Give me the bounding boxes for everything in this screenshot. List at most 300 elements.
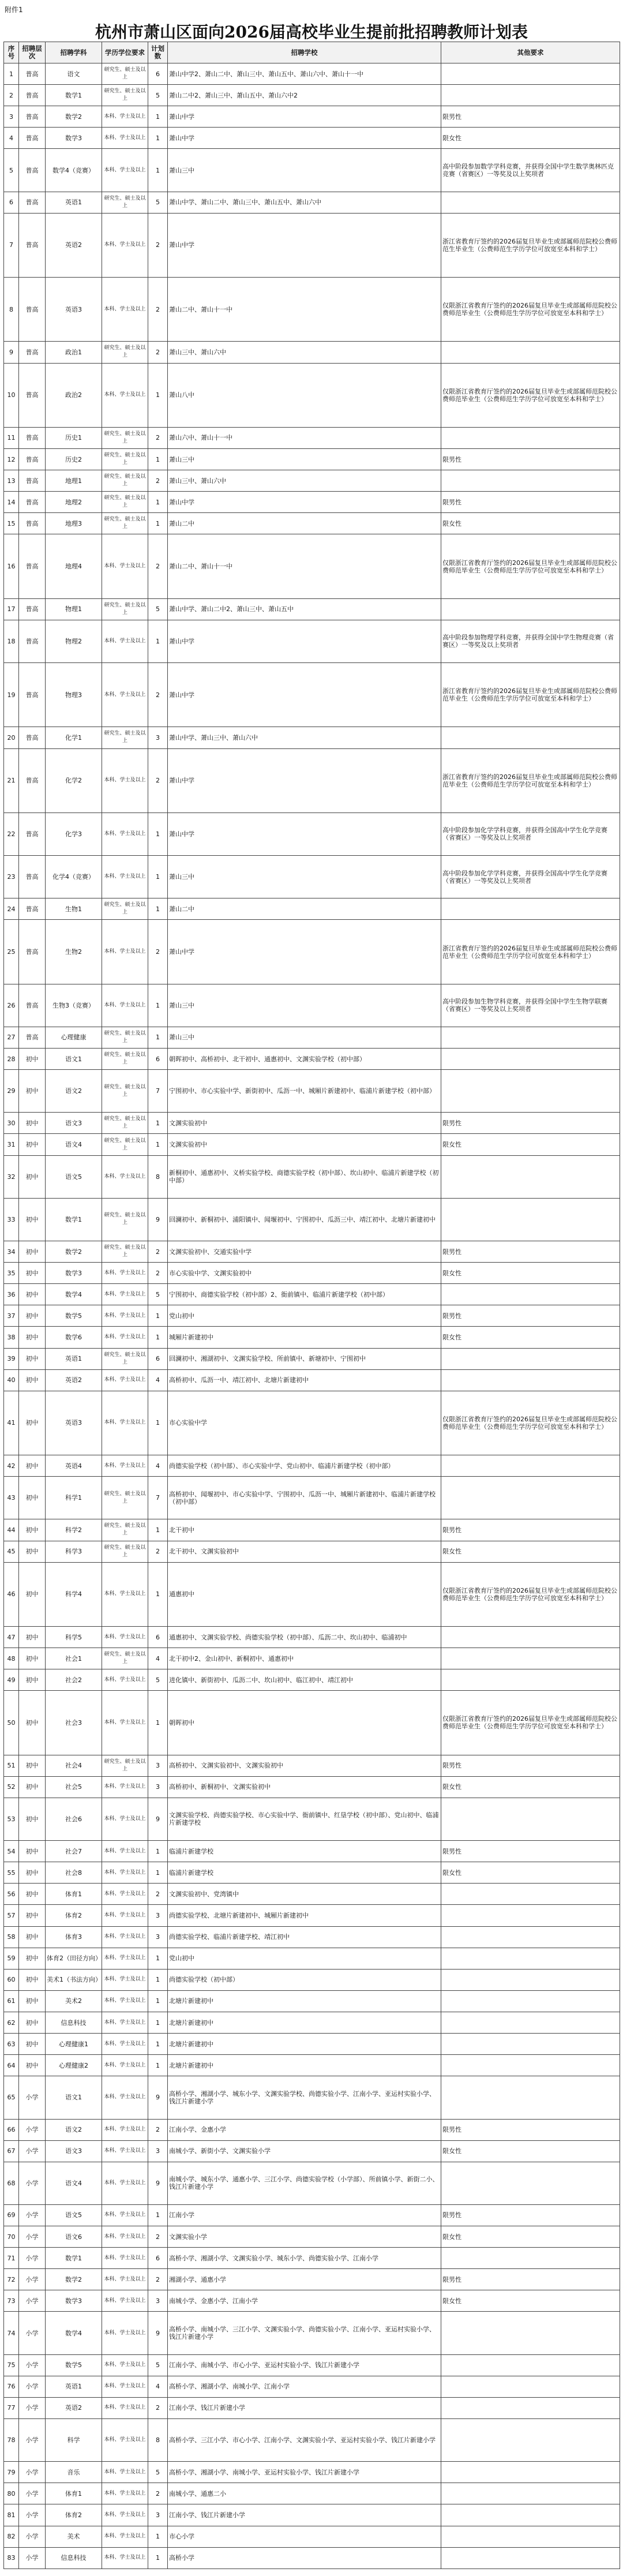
subject-cell: 科学2 xyxy=(46,1519,102,1541)
seq-cell: 82 xyxy=(4,2526,19,2547)
school-cell: 朝晖初中、高桥初中、北干初中、通惠初中、文渊实验学校（初中部） xyxy=(168,1049,441,1070)
level-cell: 小学 xyxy=(19,2076,46,2119)
degree-cell: 本科、学士及以上 xyxy=(102,278,148,342)
seq-cell: 5 xyxy=(4,149,19,192)
other-cell xyxy=(441,1477,620,1519)
other-cell xyxy=(441,2034,620,2055)
seq-cell: 74 xyxy=(4,2312,19,2354)
count-cell: 6 xyxy=(148,1348,168,1369)
table-row xyxy=(4,1455,620,1477)
other-cell xyxy=(441,427,620,448)
school-cell: 宁围初中、市心实验中学、新街初中、瓜沥一中、城厢片新建初中、临浦片新建学校（初中部） xyxy=(168,1070,441,1113)
seq-cell: 47 xyxy=(4,1626,19,1648)
level-cell: 初中 xyxy=(19,1862,46,1884)
seq-cell: 67 xyxy=(4,2140,19,2162)
count-cell: 1 xyxy=(148,1862,168,1884)
subject-cell: 语文1 xyxy=(46,2076,102,2119)
degree-cell: 研究生、硕士及以上 xyxy=(102,1241,148,1263)
subject-cell: 数学6 xyxy=(46,1327,102,1348)
count-cell: 2 xyxy=(148,2226,168,2248)
count-cell: 2 xyxy=(148,1263,168,1284)
table-row xyxy=(4,427,620,448)
other-cell xyxy=(441,1948,620,1969)
seq-cell: 26 xyxy=(4,984,19,1027)
seq-cell: 27 xyxy=(4,1027,19,1048)
table-row xyxy=(4,1134,620,1155)
subject-cell: 体育2 xyxy=(46,2504,102,2526)
degree-cell: 研究生、硕士及以上 xyxy=(102,1755,148,1776)
table-row xyxy=(4,2012,620,2033)
subject-cell: 语文2 xyxy=(46,1070,102,1113)
level-cell: 初中 xyxy=(19,1070,46,1113)
level-cell: 普高 xyxy=(19,278,46,342)
col-count-header: 计划数 xyxy=(148,42,168,63)
degree-cell: 本科、学士及以上 xyxy=(102,813,148,855)
seq-cell: 20 xyxy=(4,727,19,748)
seq-cell: 52 xyxy=(4,1776,19,1798)
degree-cell: 本科、学士及以上 xyxy=(102,534,148,598)
other-cell xyxy=(441,1990,620,2012)
count-cell: 1 xyxy=(148,1841,168,1862)
school-cell: 萧山中学 xyxy=(168,920,441,984)
level-cell: 初中 xyxy=(19,1798,46,1840)
school-cell: 南城小学、金惠小学、江南小学 xyxy=(168,2290,441,2312)
other-cell: 限女性 xyxy=(441,1541,620,1562)
table-row xyxy=(4,1369,620,1391)
level-cell: 初中 xyxy=(19,1134,46,1155)
count-cell: 1 xyxy=(148,492,168,513)
level-cell: 小学 xyxy=(19,2162,46,2204)
school-cell: 萧山八中 xyxy=(168,363,441,427)
other-cell xyxy=(441,2055,620,2076)
school-cell: 萧山中学、萧山二中2、萧山三中、萧山五中 xyxy=(168,598,441,620)
table-row xyxy=(4,748,620,813)
count-cell: 8 xyxy=(148,1155,168,1198)
subject-cell: 地理3 xyxy=(46,513,102,534)
table-row xyxy=(4,63,620,85)
seq-cell: 32 xyxy=(4,1155,19,1198)
other-cell: 浙江省教育厅签约的2026届复旦毕业生或部属师范院校公费师范毕业生（公费师范生学历学位可放宽至本科和学士） xyxy=(441,748,620,813)
table-row xyxy=(4,920,620,984)
level-cell: 初中 xyxy=(19,1284,46,1305)
table-row xyxy=(4,2119,620,2140)
table-row xyxy=(4,1477,620,1519)
degree-cell: 研究生、硕士及以上 xyxy=(102,513,148,534)
subject-cell: 数学4 xyxy=(46,1284,102,1305)
count-cell: 3 xyxy=(148,2504,168,2526)
subject-cell: 语文3 xyxy=(46,1113,102,1134)
degree-cell: 本科、学士及以上 xyxy=(102,2312,148,2354)
school-cell: 文渊实验初中 xyxy=(168,1134,441,1155)
table-row xyxy=(4,1198,620,1241)
degree-cell: 本科、学士及以上 xyxy=(102,1862,148,1884)
subject-cell: 数学1 xyxy=(46,85,102,106)
seq-cell: 1 xyxy=(4,63,19,85)
count-cell: 5 xyxy=(148,192,168,213)
degree-cell: 本科、学士及以上 xyxy=(102,363,148,427)
level-cell: 初中 xyxy=(19,1648,46,1669)
degree-cell: 本科、学士及以上 xyxy=(102,149,148,192)
table-row xyxy=(4,534,620,598)
seq-cell: 30 xyxy=(4,1113,19,1134)
count-cell: 9 xyxy=(148,2162,168,2204)
subject-cell: 化学1 xyxy=(46,727,102,748)
other-cell xyxy=(441,192,620,213)
other-cell xyxy=(441,727,620,748)
other-cell: 限女性 xyxy=(441,128,620,149)
other-cell: 限男性 xyxy=(441,2119,620,2140)
other-cell xyxy=(441,1027,620,1048)
seq-cell: 61 xyxy=(4,1990,19,2012)
level-cell: 普高 xyxy=(19,663,46,727)
other-cell: 限男性 xyxy=(441,106,620,128)
degree-cell: 研究生、硕士及以上 xyxy=(102,898,148,920)
count-cell: 1 xyxy=(148,2547,168,2568)
level-cell: 普高 xyxy=(19,813,46,855)
school-cell: 萧山中学 xyxy=(168,813,441,855)
school-cell: 高桥小学、湘湖小学、城东小学、文渊实验学校、尚德实验小学、江南小学、亚运村实验小学、钱江片新建小学 xyxy=(168,2076,441,2119)
other-cell: 限男性 xyxy=(441,1519,620,1541)
level-cell: 小学 xyxy=(19,2119,46,2140)
level-cell: 普高 xyxy=(19,727,46,748)
school-cell: 北塘片新建初中 xyxy=(168,2012,441,2033)
school-cell: 文渊实验初中、党湾镇中 xyxy=(168,1884,441,1905)
count-cell: 9 xyxy=(148,1798,168,1840)
degree-cell: 研究生、硕士及以上 xyxy=(102,1027,148,1048)
table-row xyxy=(4,1348,620,1369)
level-cell: 初中 xyxy=(19,1926,46,1948)
count-cell: 1 xyxy=(148,1113,168,1134)
table-row xyxy=(4,2248,620,2269)
table-row xyxy=(4,1519,620,1541)
degree-cell: 本科、学士及以上 xyxy=(102,2526,148,2547)
subject-cell: 数学3 xyxy=(46,1263,102,1284)
table-row xyxy=(4,278,620,342)
table-row xyxy=(4,1113,620,1134)
subject-cell: 信息科技 xyxy=(46,2012,102,2033)
school-cell: 北塘片新建初中 xyxy=(168,2055,441,2076)
count-cell: 1 xyxy=(148,2055,168,2076)
degree-cell: 本科、学士及以上 xyxy=(102,2204,148,2226)
table-row xyxy=(4,1990,620,2012)
subject-cell: 英语4 xyxy=(46,1455,102,1477)
seq-cell: 25 xyxy=(4,920,19,984)
table-row xyxy=(4,1284,620,1305)
table-row xyxy=(4,2162,620,2204)
school-cell: 高桥初中、瓜沥一中、靖江初中、北塘片新建初中 xyxy=(168,1369,441,1391)
table-row xyxy=(4,1562,620,1626)
subject-cell: 美术 xyxy=(46,2526,102,2547)
subject-cell: 信息科技 xyxy=(46,2547,102,2568)
table-row xyxy=(4,598,620,620)
school-cell: 萧山三中 xyxy=(168,448,441,470)
count-cell: 1 xyxy=(148,1027,168,1048)
school-cell: 萧山二中、萧山十一中 xyxy=(168,278,441,342)
seq-cell: 69 xyxy=(4,2204,19,2226)
other-cell: 仅限浙江省教育厅签约的2026届复旦毕业生或部属师范院校公费师范毕业生（公费师范生学历学位可放宽至本科和学士） xyxy=(441,363,620,427)
other-cell xyxy=(441,2462,620,2483)
level-cell: 初中 xyxy=(19,1884,46,1905)
school-cell: 萧山中学 xyxy=(168,128,441,149)
table-row xyxy=(4,1884,620,1905)
table-row xyxy=(4,1669,620,1691)
level-cell: 小学 xyxy=(19,2290,46,2312)
other-cell: 限女性 xyxy=(441,1776,620,1798)
school-cell: 萧山中学 xyxy=(168,106,441,128)
degree-cell: 本科、学士及以上 xyxy=(102,620,148,662)
level-cell: 初中 xyxy=(19,1049,46,1070)
subject-cell: 语文1 xyxy=(46,1049,102,1070)
table-row xyxy=(4,1541,620,1562)
level-cell: 小学 xyxy=(19,2269,46,2290)
table-row xyxy=(4,2547,620,2568)
school-cell: 高桥小学、三江小学、市心小学、江南小学、文渊实验小学、亚运村实验小学、钱江片新建小学 xyxy=(168,2419,441,2462)
level-cell: 普高 xyxy=(19,598,46,620)
count-cell: 1 xyxy=(148,513,168,534)
count-cell: 1 xyxy=(148,620,168,662)
table-row xyxy=(4,2526,620,2547)
degree-cell: 本科、学士及以上 xyxy=(102,2547,148,2568)
count-cell: 2 xyxy=(148,534,168,598)
other-cell xyxy=(441,2504,620,2526)
seq-cell: 72 xyxy=(4,2269,19,2290)
level-cell: 初中 xyxy=(19,1327,46,1348)
table-row xyxy=(4,2354,620,2376)
other-cell: 限男性 xyxy=(441,1841,620,1862)
school-cell: 党山初中 xyxy=(168,1948,441,1969)
col-other-header: 其他要求 xyxy=(441,42,620,63)
school-cell: 江南小学、钱江片新建小学 xyxy=(168,2397,441,2418)
school-cell: 新桐初中、通惠初中、义桥实验学校、商德实验学校（初中部）、坎山初中、临浦片新建学校（初中部） xyxy=(168,1155,441,1198)
subject-cell: 数学5 xyxy=(46,1305,102,1327)
seq-cell: 64 xyxy=(4,2055,19,2076)
count-cell: 3 xyxy=(148,2290,168,2312)
seq-cell: 53 xyxy=(4,1798,19,1840)
level-cell: 普高 xyxy=(19,427,46,448)
subject-cell: 社会8 xyxy=(46,1862,102,1884)
level-cell: 初中 xyxy=(19,1369,46,1391)
other-cell: 限男性 xyxy=(441,1755,620,1776)
subject-cell: 社会1 xyxy=(46,1648,102,1669)
table-row xyxy=(4,513,620,534)
table-row xyxy=(4,85,620,106)
subject-cell: 数学2 xyxy=(46,106,102,128)
table-row xyxy=(4,1926,620,1948)
count-cell: 2 xyxy=(148,1541,168,1562)
seq-cell: 44 xyxy=(4,1519,19,1541)
count-cell: 2 xyxy=(148,342,168,363)
subject-cell: 地理1 xyxy=(46,470,102,492)
header-row xyxy=(4,42,620,63)
count-cell: 1 xyxy=(148,1327,168,1348)
seq-cell: 77 xyxy=(4,2397,19,2418)
level-cell: 普高 xyxy=(19,128,46,149)
level-cell: 初中 xyxy=(19,1755,46,1776)
table-body xyxy=(4,63,620,2569)
subject-cell: 数学1 xyxy=(46,2248,102,2269)
subject-cell: 体育2 xyxy=(46,1905,102,1926)
degree-cell: 研究生、硕士及以上 xyxy=(102,1648,148,1669)
subject-cell: 数学2 xyxy=(46,2269,102,2290)
count-cell: 5 xyxy=(148,598,168,620)
school-cell: 市心实验中学、文渊实验初中 xyxy=(168,1263,441,1284)
seq-cell: 76 xyxy=(4,2376,19,2397)
seq-cell: 38 xyxy=(4,1327,19,1348)
subject-cell: 数学5 xyxy=(46,2354,102,2376)
table-row xyxy=(4,727,620,748)
seq-cell: 9 xyxy=(4,342,19,363)
other-cell: 限女性 xyxy=(441,2140,620,2162)
level-cell: 初中 xyxy=(19,1348,46,1369)
seq-cell: 39 xyxy=(4,1348,19,1369)
school-cell: 高桥小学、湘湖小学、南城小学、亚运村实验小学、钱江片新建小学 xyxy=(168,2462,441,2483)
subject-cell: 化学4（竞赛） xyxy=(46,856,102,898)
count-cell: 2 xyxy=(148,278,168,342)
count-cell: 2 xyxy=(148,427,168,448)
degree-cell: 本科、学士及以上 xyxy=(102,984,148,1027)
seq-cell: 81 xyxy=(4,2504,19,2526)
other-cell: 高中阶段参加生物学科竞赛，并获得全国中学生生物学联赛（省赛区）一等奖及以上奖项者 xyxy=(441,984,620,1027)
recruitment-plan-table xyxy=(3,42,620,2569)
other-cell xyxy=(441,2162,620,2204)
count-cell: 1 xyxy=(148,2012,168,2033)
school-cell: 萧山三中 xyxy=(168,856,441,898)
count-cell: 1 xyxy=(148,856,168,898)
level-cell: 小学 xyxy=(19,2462,46,2483)
degree-cell: 研究生、硕士及以上 xyxy=(102,598,148,620)
other-cell: 仅限浙江省教育厅签约的2026届复旦毕业生或部属师范院校公费师范毕业生（公费师范生学历学位可放宽至本科和学士） xyxy=(441,278,620,342)
school-cell: 市心小学 xyxy=(168,2526,441,2547)
table-row xyxy=(4,663,620,727)
other-cell xyxy=(441,1884,620,1905)
table-row xyxy=(4,2290,620,2312)
other-cell: 限男性 xyxy=(441,448,620,470)
seq-cell: 83 xyxy=(4,2547,19,2568)
seq-cell: 78 xyxy=(4,2419,19,2462)
degree-cell: 研究生、硕士及以上 xyxy=(102,1348,148,1369)
seq-cell: 65 xyxy=(4,2076,19,2119)
seq-cell: 60 xyxy=(4,1969,19,1990)
level-cell: 普高 xyxy=(19,492,46,513)
table-row xyxy=(4,1070,620,1113)
table-row xyxy=(4,342,620,363)
school-cell: 江南小学、南城小学、市心小学、亚运村实验小学、钱江片新建小学 xyxy=(168,2354,441,2376)
level-cell: 普高 xyxy=(19,1027,46,1048)
seq-cell: 2 xyxy=(4,85,19,106)
degree-cell: 本科、学士及以上 xyxy=(102,2226,148,2248)
count-cell: 9 xyxy=(148,2076,168,2119)
table-row xyxy=(4,363,620,427)
seq-cell: 55 xyxy=(4,1862,19,1884)
degree-cell: 本科、学士及以上 xyxy=(102,2376,148,2397)
count-cell: 1 xyxy=(148,1969,168,1990)
count-cell: 9 xyxy=(148,1198,168,1241)
other-cell: 仅限浙江省教育厅签约的2026届复旦毕业生或部属师范院校公费师范毕业生（公费师范生学历学位可放宽至本科和学士） xyxy=(441,1391,620,1455)
level-cell: 小学 xyxy=(19,2312,46,2354)
count-cell: 3 xyxy=(148,1776,168,1798)
count-cell: 2 xyxy=(148,2483,168,2504)
degree-cell: 本科、学士及以上 xyxy=(102,856,148,898)
seq-cell: 75 xyxy=(4,2354,19,2376)
other-cell: 限男性 xyxy=(441,2204,620,2226)
count-cell: 2 xyxy=(148,470,168,492)
table-row xyxy=(4,1755,620,1776)
seq-cell: 35 xyxy=(4,1263,19,1284)
level-cell: 初中 xyxy=(19,1969,46,1990)
degree-cell: 本科、学士及以上 xyxy=(102,1155,148,1198)
degree-cell: 本科、学士及以上 xyxy=(102,106,148,128)
level-cell: 小学 xyxy=(19,2483,46,2504)
school-cell: 北干初中、文渊实验初中 xyxy=(168,1541,441,1562)
degree-cell: 本科、学士及以上 xyxy=(102,213,148,277)
col-level-header: 招聘层次 xyxy=(19,42,46,63)
school-cell: 江南小学、金惠小学 xyxy=(168,2119,441,2140)
table-row xyxy=(4,1241,620,1263)
school-cell: 萧山中学 xyxy=(168,492,441,513)
degree-cell: 研究生、硕士及以上 xyxy=(102,1477,148,1519)
level-cell: 普高 xyxy=(19,85,46,106)
school-cell: 江南小学 xyxy=(168,2204,441,2226)
degree-cell: 本科、学士及以上 xyxy=(102,1626,148,1648)
degree-cell: 本科、学士及以上 xyxy=(102,748,148,813)
count-cell: 3 xyxy=(148,1755,168,1776)
count-cell: 3 xyxy=(148,2140,168,2162)
seq-cell: 71 xyxy=(4,2248,19,2269)
subject-cell: 科学5 xyxy=(46,1626,102,1648)
school-cell: 高桥小学、湘湖小学、南城小学、江南小学 xyxy=(168,2376,441,2397)
degree-cell: 本科、学士及以上 xyxy=(102,920,148,984)
table-row xyxy=(4,2269,620,2290)
seq-cell: 68 xyxy=(4,2162,19,2204)
col-subject-header: 招聘学科 xyxy=(46,42,102,63)
subject-cell: 美术2 xyxy=(46,1990,102,2012)
other-cell: 高中阶段参加化学学科竞赛，并获得全国高中学生化学竞赛（省赛区）一等奖及以上奖项者 xyxy=(441,813,620,855)
degree-cell: 研究生、硕士及以上 xyxy=(102,1049,148,1070)
count-cell: 4 xyxy=(148,1369,168,1391)
subject-cell: 语文3 xyxy=(46,2140,102,2162)
table-row xyxy=(4,448,620,470)
school-cell: 高桥小学、南城小学、三江小学、文渊实验小学、尚德实验小学、江南小学、亚运村实验小学、钱江片新建小学 xyxy=(168,2312,441,2354)
other-cell xyxy=(441,1969,620,1990)
seq-cell: 18 xyxy=(4,620,19,662)
table-row xyxy=(4,2462,620,2483)
count-cell: 4 xyxy=(148,1455,168,1477)
other-cell xyxy=(441,63,620,85)
level-cell: 小学 xyxy=(19,2140,46,2162)
school-cell: 萧山二中 xyxy=(168,513,441,534)
other-cell xyxy=(441,1198,620,1241)
subject-cell: 语文5 xyxy=(46,2204,102,2226)
degree-cell: 本科、学士及以上 xyxy=(102,2397,148,2418)
count-cell: 1 xyxy=(148,106,168,128)
subject-cell: 社会3 xyxy=(46,1691,102,1755)
other-cell: 浙江省教育厅签约的2026届复旦毕业生或部属师范院校公费师范生毕业生（公费师范生学历学位可放宽至本科和学士） xyxy=(441,213,620,277)
count-cell: 5 xyxy=(148,1284,168,1305)
seq-cell: 49 xyxy=(4,1669,19,1691)
other-cell xyxy=(441,2483,620,2504)
count-cell: 2 xyxy=(148,213,168,277)
other-cell xyxy=(441,1284,620,1305)
table-row xyxy=(4,128,620,149)
table-row xyxy=(4,620,620,662)
other-cell: 限女性 xyxy=(441,1263,620,1284)
subject-cell: 英语2 xyxy=(46,2397,102,2418)
school-cell: 萧山中学 xyxy=(168,620,441,662)
degree-cell: 本科、学士及以上 xyxy=(102,1455,148,1477)
subject-cell: 数学1 xyxy=(46,1198,102,1241)
count-cell: 2 xyxy=(148,920,168,984)
seq-cell: 11 xyxy=(4,427,19,448)
